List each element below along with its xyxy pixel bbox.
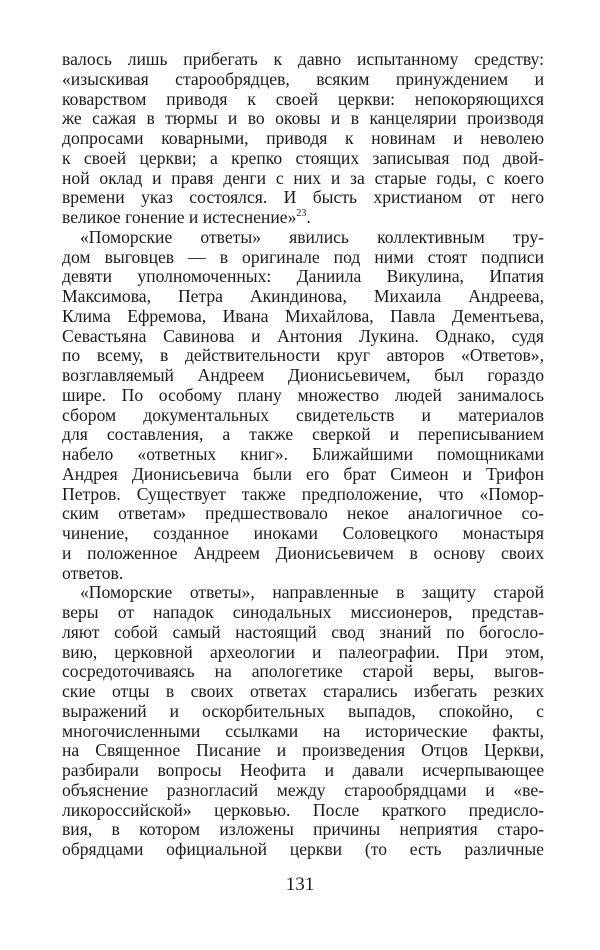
text-line: возглавляемый Андреем Дионисьевичем, был гораздо xyxy=(62,365,544,385)
text-line: «изыскивая старообрядцев, всяким принуждением и xyxy=(62,68,544,89)
paragraph xyxy=(62,50,544,228)
text-line: чинение, созданное иноками Соловецкого монастыря xyxy=(62,523,544,543)
text-line: сбором документальных свидетельств и материалов xyxy=(62,404,544,425)
footnote-marker: 23 xyxy=(296,208,307,220)
text-line: на Священное Писание и произведения Отцов Церкви, xyxy=(62,740,544,761)
text-line: объяснение разногласий между старообрядцами и «ве- xyxy=(62,779,544,800)
text-line: коварством приводя к своей церкви: непокоряющихся xyxy=(62,88,544,109)
text-line: Севастьяна Савинова и Антония Лукина. Однако, судя xyxy=(62,325,544,346)
text-line: для составления, а также сверкой и переписыванием xyxy=(62,424,544,445)
text-line: «Поморские ответы», направленные в защиту старой xyxy=(80,582,544,603)
text-line: по всему, в действительности круг авторов «Ответов», xyxy=(62,345,544,366)
text-line: девяти уполномоченных: Даниила Викулина, Ипатия xyxy=(62,266,544,287)
text-line: к своей церкви; а крепко стоящих записывая под двой- xyxy=(62,147,544,168)
text-line: разбирали вопросы Неофита и давали исчерпывающее xyxy=(62,760,544,780)
text-line: шире. По особому плану множество людей занималось xyxy=(62,384,544,405)
page-number: 131 xyxy=(285,874,315,895)
text-line: Петров. Существует также предположение, что «Помор- xyxy=(62,483,544,504)
text-line: вия, в котором изложены причины неприятия старо- xyxy=(62,819,544,840)
text-line: ной оклад и правя денги с них и за старые годы, с коего xyxy=(62,167,544,188)
text-line: валось лишь прибегать к давно испытанному средству: xyxy=(62,49,544,69)
text-line: ским ответам» предшествовало некое аналогичное со- xyxy=(62,503,544,524)
text-line: великое гонение и истеснение»$^{23}$. xyxy=(62,207,311,227)
text-line: вию, церковной археологии и палеографии. При этом, xyxy=(62,641,544,662)
body-text xyxy=(62,50,544,860)
text-line: «Поморские ответы» явились коллективным тру- xyxy=(80,226,544,247)
text-line: выражений и оскорбительных выпадов, спокойно, с xyxy=(62,700,544,721)
text-line: набело «ответных книг». Ближайшими помощниками xyxy=(62,444,544,464)
text-line: ликороссийской» церковью. После краткого предисло- xyxy=(62,799,544,820)
text-line: Максимова, Петра Акиндинова, Михаила Андреева, xyxy=(62,286,544,306)
text-line: же сажая в тюрмы и во оковы и в канцелярии производя xyxy=(62,108,544,129)
text-line: дом выговцев — в оригинале под ними стоят подписи xyxy=(62,246,544,267)
paragraph xyxy=(62,228,544,584)
text-line: Андрея Дионисьевича были его брат Симеон и Трифон xyxy=(62,463,544,484)
text-line: Клима Ефремова, Ивана Михайлова, Павла Дементьева, xyxy=(62,305,544,326)
text-line: ские отцы в своих ответах старались избегать резких xyxy=(62,681,544,701)
text-line: ляют собой самый настоящий свод знаний по богосло- xyxy=(62,621,544,642)
text-line: ответов. xyxy=(62,562,124,583)
text-line: многочисленными ссылками на исторические факты, xyxy=(62,720,544,741)
text-line: сосредоточиваясь на апологетике старой веры, выгов- xyxy=(62,661,544,682)
text-line: веры от нападок синодальных миссионеров, представ- xyxy=(62,602,544,622)
text-line: допросами коварными, приводя к новинам и неволею xyxy=(62,128,544,148)
text-line: времени указ состоялся. И бысть христианом от него xyxy=(62,187,544,208)
text-line: обрядцами официальной церкви (то есть различные xyxy=(62,839,544,859)
paragraph xyxy=(62,583,544,860)
text-line: и положенное Андреем Дионисьевичем в основу своих xyxy=(62,542,544,563)
